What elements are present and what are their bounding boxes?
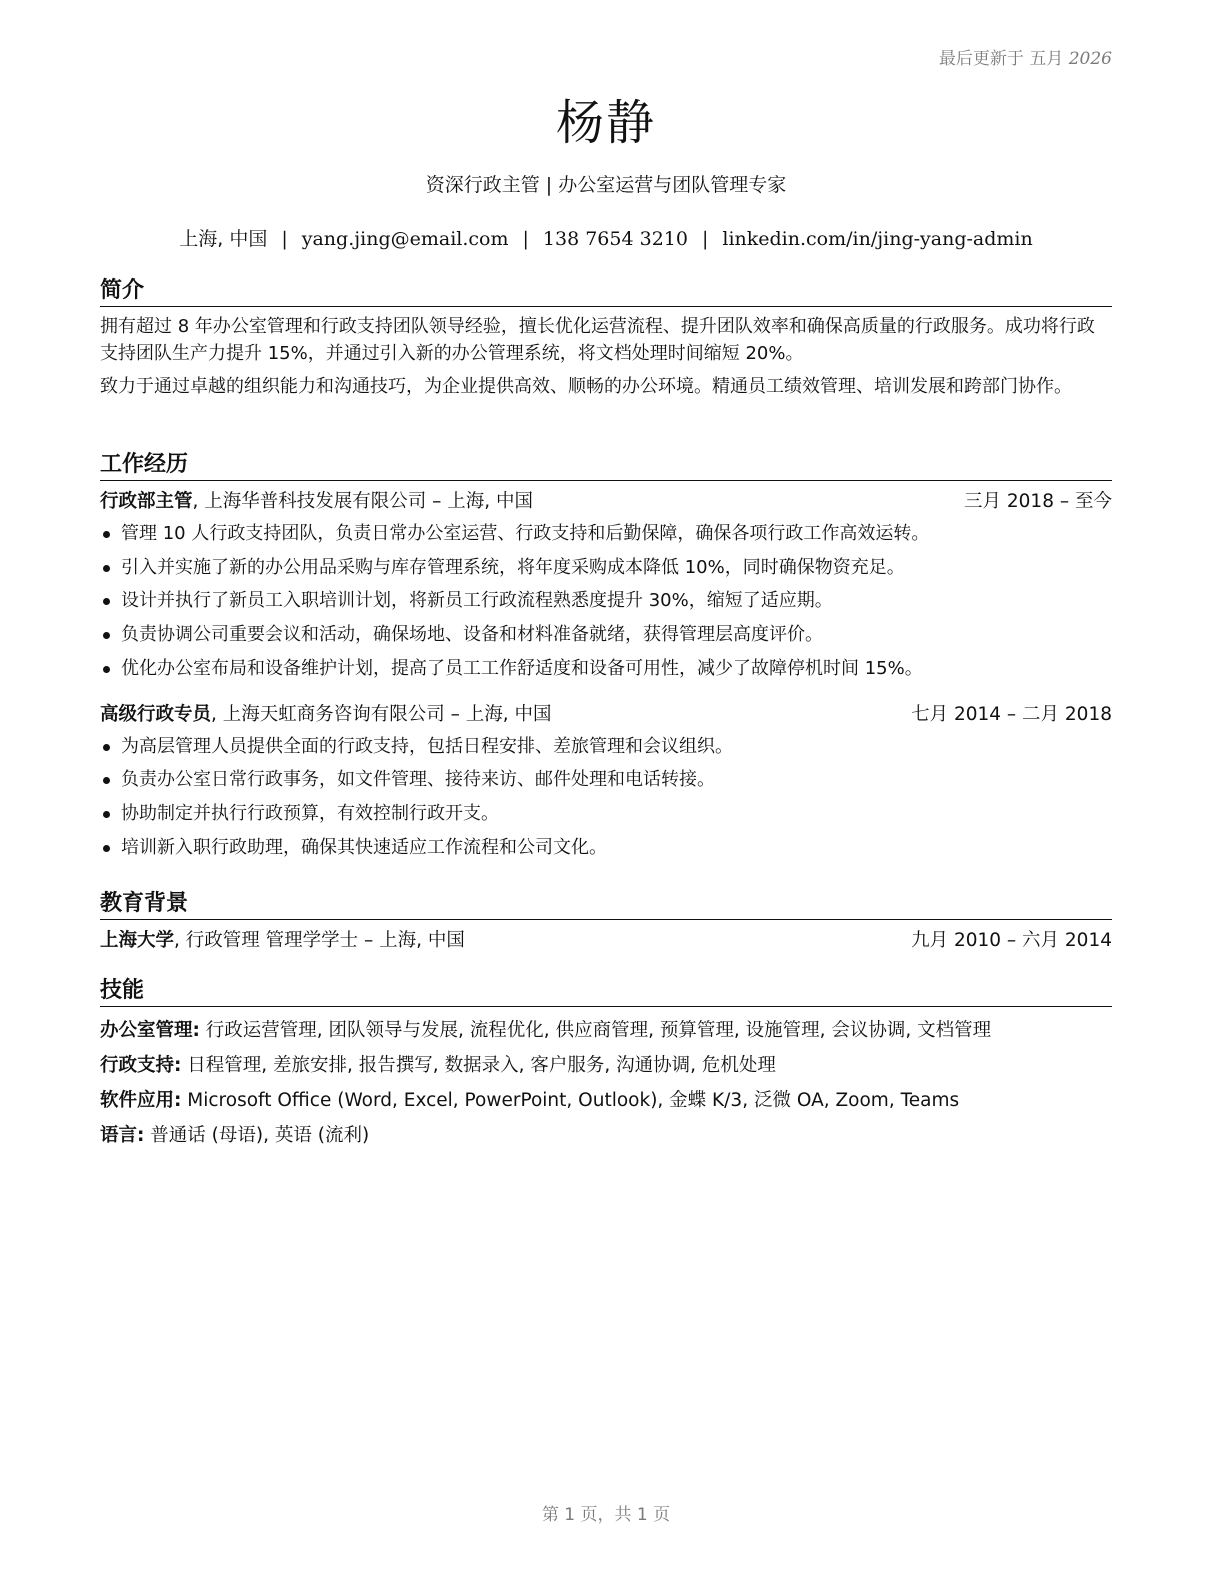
job-bullet: 管理 10 人行政支持团队，负责日常办公室运营、行政支持和后勤保障，确保各项行政工作高效运转。 <box>100 517 1112 551</box>
job-bullet: 培训新入职行政助理，确保其快速适应工作流程和公司文化。 <box>100 831 1112 865</box>
skill-value: 行政运营管理, 团队领导与发展, 流程优化, 供应商管理, 预算管理, 设施管理, 会议协调, 文档管理 <box>199 1020 992 1041</box>
job-role: 行政部主管 <box>100 491 193 512</box>
education-section <box>100 890 1112 956</box>
contact-separator: | <box>522 228 529 250</box>
skill-label: 办公室管理: <box>100 1020 200 1041</box>
skill-value: Microsoft Office (Word, Excel, PowerPoint, Outlook), 金蝶 K/3, 泛微 OA, Zoom, Teams <box>181 1090 960 1111</box>
job-bullet: 引入并实施了新的办公用品采购与库存管理系统，将年度采购成本降低 10%，同时确保物资充足。 <box>100 551 1112 585</box>
experience-title: 工作经历 <box>100 451 1112 481</box>
skill-value: 日程管理, 差旅安排, 报告撰写, 数据录入, 客户服务, 沟通协调, 危机处理 <box>181 1055 776 1076</box>
last-updated-month: 最后更新于 五月 <box>938 49 1064 69</box>
page-footer: 第 1 页，共 1 页 <box>541 1505 671 1525</box>
contact-separator: | <box>281 228 288 250</box>
contact-line <box>100 224 1112 251</box>
resume-page <box>100 0 1112 1584</box>
summary-paragraph: 拥有超过 8 年办公室管理和行政支持团队领导经验，擅长优化运营流程、提升团队效率和确保高质量的行政服务。成功将行政支持团队生产力提升 15%，并通过引入新的办公管理系统，将文档处理时间缩短 20%。 <box>100 316 1095 364</box>
education-school-detail <box>100 926 465 956</box>
job-header <box>100 700 1112 730</box>
summary-title: 简介 <box>100 277 1112 307</box>
candidate-name: 杨静 <box>555 95 656 151</box>
skill-line <box>100 1013 1112 1048</box>
education-dates: 九月 2010 – 六月 2014 <box>911 930 1112 951</box>
skill-line <box>100 1048 1112 1083</box>
skills-section <box>100 977 1112 1153</box>
job-entry <box>100 700 1112 865</box>
summary-section <box>100 277 1112 406</box>
job-bullets <box>100 517 1112 686</box>
education-title: 教育背景 <box>100 890 1112 920</box>
job-dates: 七月 2014 – 二月 2018 <box>911 703 1112 725</box>
job-bullet: 负责协调公司重要会议和活动，确保场地、设备和材料准备就绪，获得管理层高度评价。 <box>100 618 1112 652</box>
job-role: 高级行政专员 <box>100 703 212 725</box>
job-header <box>100 487 1112 517</box>
summary-paragraph: 致力于通过卓越的组织能力和沟通技巧，为企业提供高效、顺畅的办公环境。精通员工绩效管理、培训发展和跨部门协作。 <box>100 376 1072 397</box>
job-bullet: 设计并执行了新员工入职培训计划，将新员工行政流程熟悉度提升 30%，缩短了适应期。 <box>100 584 1112 618</box>
last-updated-year: 2026 <box>1068 49 1112 69</box>
job-bullets <box>100 730 1112 865</box>
skill-line <box>100 1083 1112 1118</box>
education-detail: , 行政管理 管理学学士 – 上海, 中国 <box>174 930 465 951</box>
skill-label: 语言: <box>100 1125 145 1146</box>
contact-location: 上海, 中国 <box>179 228 268 250</box>
job-role-company <box>100 487 533 517</box>
job-dates: 三月 2018 – 至今 <box>964 491 1112 512</box>
skill-value: 普通话 (母语), 英语 (流利) <box>144 1125 370 1146</box>
job-company: , 上海天虹商务咨询有限公司 – 上海, 中国 <box>211 703 552 725</box>
skill-label: 软件应用: <box>100 1090 182 1111</box>
job-role-company <box>100 700 552 730</box>
contact-email-link[interactable]: yang.jing@email.com <box>301 228 509 250</box>
contact-separator: | <box>701 228 709 250</box>
job-entry <box>100 487 1112 686</box>
contact-phone: 138 7654 3210 <box>542 228 688 250</box>
skill-label: 行政支持: <box>100 1055 182 1076</box>
job-bullet: 负责办公室日常行政事务，如文件管理、接待来访、邮件处理和电话转接。 <box>100 763 1112 797</box>
skill-line <box>100 1118 1112 1153</box>
contact-linkedin-link[interactable]: linkedin.com/in/jing-yang-admin <box>722 228 1033 250</box>
skills-title: 技能 <box>100 977 1112 1007</box>
education-school: 上海大学 <box>100 930 175 951</box>
education-entry <box>100 926 1112 956</box>
job-bullet: 为高层管理人员提供全面的行政支持，包括日程安排、差旅管理和会议组织。 <box>100 730 1112 764</box>
job-company: , 上海华普科技发展有限公司 – 上海, 中国 <box>192 491 534 512</box>
job-bullet: 优化办公室布局和设备维护计划，提高了员工工作舒适度和设备可用性，减少了故障停机时间 15%。 <box>100 652 1112 686</box>
last-updated <box>939 44 1112 69</box>
candidate-headline: 资深行政主管 | 办公室运营与团队管理专家 <box>425 174 787 196</box>
job-bullet: 协助制定并执行行政预算，有效控制行政开支。 <box>100 797 1112 831</box>
experience-section <box>100 451 1112 864</box>
